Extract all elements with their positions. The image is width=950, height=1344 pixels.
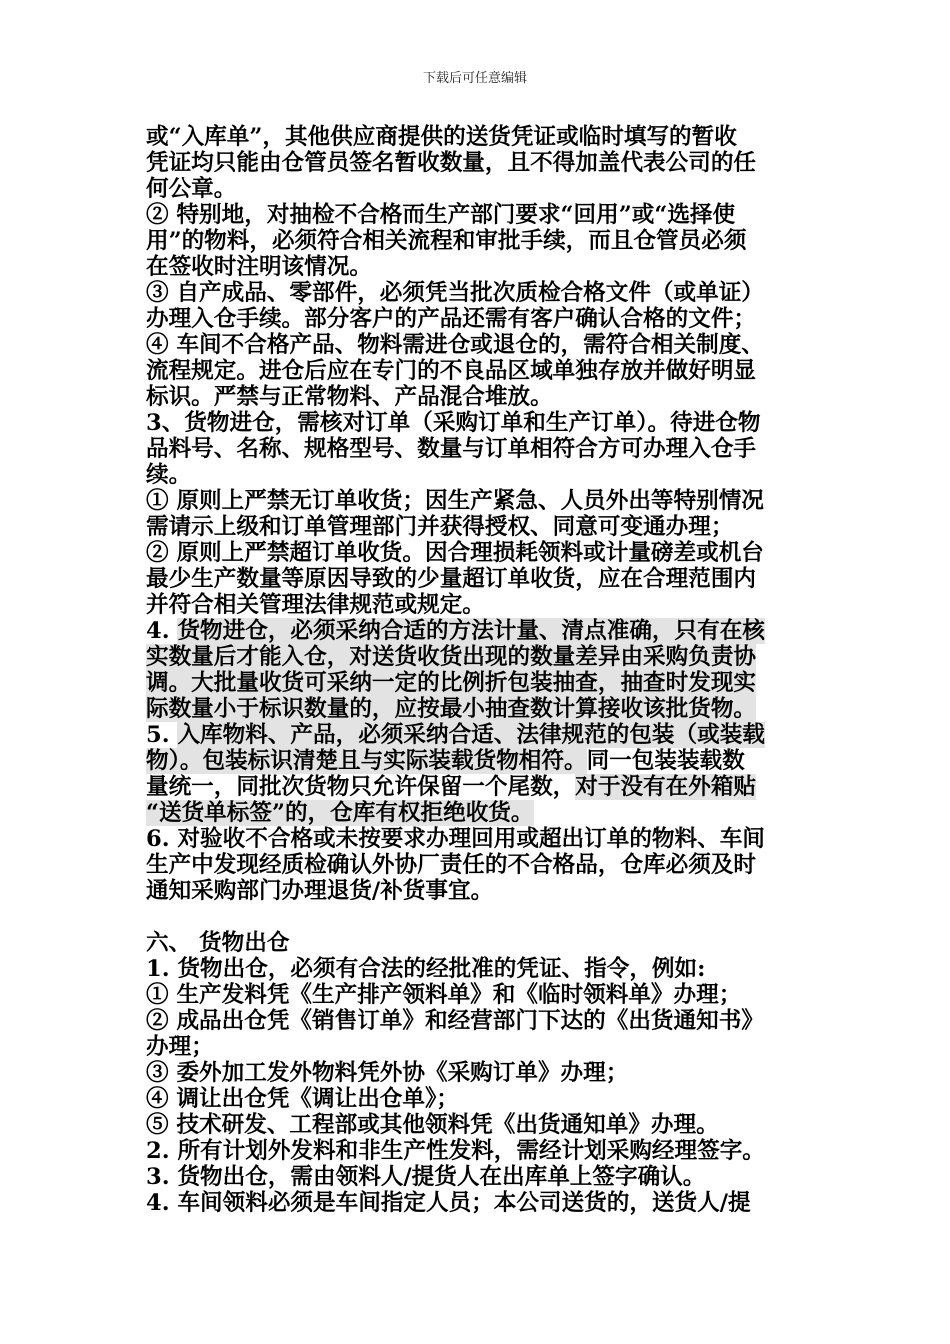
highlighted-text: 货物进仓，必须采纳合适的方法计量、清点准确，只有在核 — [177, 618, 765, 644]
highlighted-text: 实数量后才能入仓，对送货收货出现的数量差异由采购负责协 — [146, 644, 757, 670]
line-text: ④ 调让出仓凭《调让出仓单》； — [146, 1086, 459, 1112]
text-line — [146, 176, 846, 202]
text-line — [146, 280, 846, 306]
text-line — [146, 982, 846, 1008]
text-line — [146, 1164, 846, 1190]
text-line — [146, 410, 846, 436]
text-line — [146, 462, 846, 488]
line-text: 用”的物料，必须符合相关流程和审批手续，而且仓管员必须 — [146, 228, 747, 254]
line-text: 办理； — [146, 1034, 214, 1060]
line-text: 2. 所有计划外发料和非生产性发料，需经计划采购经理签字。 — [146, 1138, 765, 1164]
text-line — [146, 150, 846, 176]
line-text: 4. 车间领料必须是车间指定人员；本公司送货的，送货人/提 — [146, 1190, 751, 1216]
line-text: 何公章。 — [146, 176, 237, 202]
text-line — [146, 358, 846, 384]
line-text: 品料号、名称、规格型号、数量与订单相符合方可办理入仓手 — [146, 436, 757, 462]
line-text: ② 特别地，对抽检不合格而生产部门要求“回用”或“选择使 — [146, 202, 736, 228]
highlighted-text: 入库物料、产品，必须采纳合适、法律规范的包装（或装载 — [177, 722, 765, 748]
text-line — [146, 618, 846, 644]
line-text: ③ 自产成品、零部件，必须凭当批次质检合格文件（或单证） — [146, 280, 764, 306]
line-text: 5. — [146, 722, 178, 748]
line-text: 六、 货物出仓 — [146, 930, 290, 956]
text-line — [146, 488, 846, 514]
text-line — [146, 1034, 846, 1060]
text-line — [146, 228, 846, 254]
line-text: ① 生产发料凭《生产排产领料单》和《临时领料单》办理； — [146, 982, 742, 1008]
line-text: 6. 对验收不合格或未按要求办理回用或超出订单的物料、车间 — [146, 826, 765, 852]
highlighted-text: 对于没有在外箱贴 — [575, 774, 757, 800]
line-text: 凭证均只能由仓管员签名暂收数量，且不得加盖代表公司的任 — [146, 150, 757, 176]
line-text: 3、货物进仓，需核对订单（采购订单和生产订单）。待进仓物 — [146, 410, 761, 436]
text-line — [146, 514, 846, 540]
highlighted-text: 际数量小于标识数量的，应按最小抽查数计算接收该批货物。 — [146, 696, 757, 722]
text-line — [146, 592, 846, 618]
text-line — [146, 956, 846, 982]
text-line — [146, 800, 846, 826]
line-text: ④ 车间不合格产品、物料需进仓或退仓的，需符合相关制度、 — [146, 332, 764, 358]
text-line — [146, 748, 846, 774]
line-text: 续。 — [146, 462, 192, 488]
text-line — [146, 332, 846, 358]
line-text: 同一包装装载数 — [586, 748, 745, 774]
text-line — [146, 202, 846, 228]
line-text: 或“入库单”，其他供应商提供的送货凭证或临时填写的暂收 — [146, 124, 737, 150]
highlighted-text: 物）。包装标识清楚且与实际装载货物相符。 — [146, 748, 587, 774]
line-text: ② 成品出仓凭《销售订单》和经营部门下达的《出货通知书》 — [146, 1008, 764, 1034]
line-text: 1. 货物出仓，必须有合法的经批准的凭证、指令，例如: — [146, 956, 706, 982]
text-line — [146, 306, 846, 332]
text-line — [146, 878, 846, 904]
line-text: 4. — [146, 618, 178, 644]
line-text: ① 原则上严禁无订单收货；因生产紧急、人员外出等特别情况 — [146, 488, 764, 514]
text-line — [146, 1008, 846, 1034]
line-text: 在签收时注明该情况。 — [146, 254, 372, 280]
text-line — [146, 384, 846, 410]
text-line — [146, 1060, 846, 1086]
text-line — [146, 774, 846, 800]
line-text: ③ 委外加工发外物料凭外协《采购订单》办理； — [146, 1060, 629, 1086]
text-line — [146, 826, 846, 852]
highlighted-text: 调。大批量收货可采纳一定的比例折包装抽查，抽查时发现实 — [146, 670, 757, 696]
text-line — [146, 254, 846, 280]
line-text: 办理入仓手续。部分客户的产品还需有客户确认合格的文件； — [146, 306, 757, 332]
text-line — [146, 436, 846, 462]
text-line — [146, 1086, 846, 1112]
text-line — [146, 566, 846, 592]
line-text: 3. 货物出仓，需由领料人/提货人在出库单上签字确认。 — [146, 1164, 706, 1190]
line-text: ② 原则上严禁超订单收货。因合理损耗领料或计量磅差或机台 — [146, 540, 764, 566]
text-line — [146, 852, 846, 878]
line-text: 并符合相关管理法律规范或规定。 — [146, 592, 485, 618]
text-line — [146, 1112, 846, 1138]
text-line — [146, 930, 846, 956]
line-text: 流程规定。进仓后应在专门的不良品区域单独存放并做好明显 — [146, 358, 757, 384]
line-text: 通知采购部门办理退货/补货事宜。 — [146, 878, 494, 904]
page-header: 下载后可任意编辑 — [422, 71, 527, 86]
text-line — [146, 904, 846, 930]
line-text: 需请示上级和订单管理部门并获得授权、同意可变通办理； — [146, 514, 734, 540]
text-line — [146, 670, 846, 696]
document-body — [146, 124, 846, 1216]
text-line — [146, 722, 846, 748]
text-line — [146, 124, 846, 150]
line-text: 最少生产数量等原因导致的少量超订单收货，应在合理范围内 — [146, 566, 757, 592]
line-text: ⑤ 技术研发、工程部或其他领料凭《出货通知单》办理。 — [146, 1112, 719, 1138]
highlighted-text: “送货单标签”的，仓库有权拒绝收货。 — [146, 800, 534, 826]
text-line — [146, 696, 846, 722]
line-text: 生产中发现经质检确认外协厂责任的不合格品，仓库必须及时 — [146, 852, 757, 878]
text-line — [146, 540, 846, 566]
text-line — [146, 1138, 846, 1164]
highlighted-text: 量统一，同批次货物只允许保留一个尾数， — [146, 774, 576, 800]
text-line — [146, 644, 846, 670]
text-line — [146, 1190, 846, 1216]
line-text: 标识。严禁与正常物料、产品混合堆放。 — [146, 384, 553, 410]
